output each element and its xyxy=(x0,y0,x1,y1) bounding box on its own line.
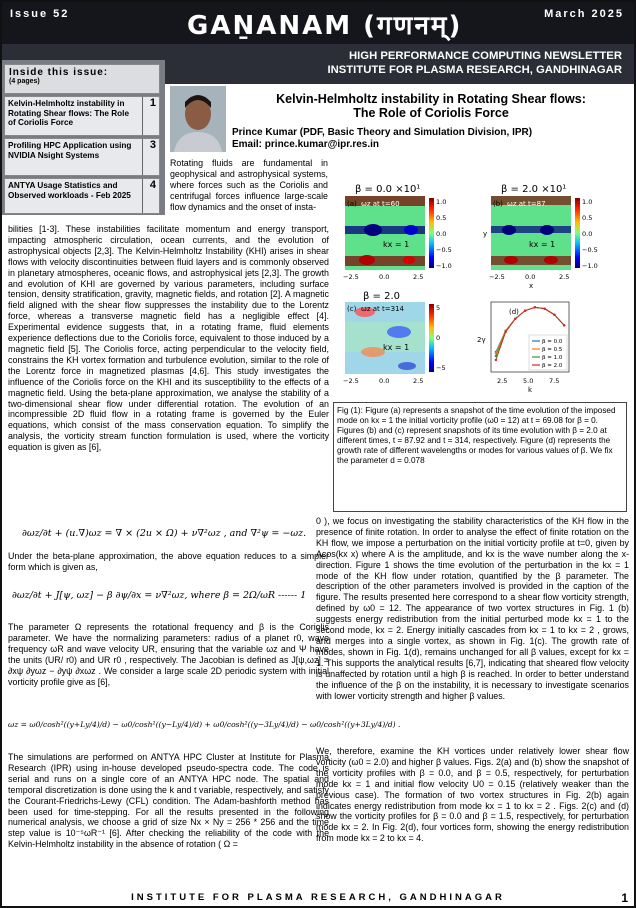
growth-rate-point xyxy=(543,307,545,309)
panel-a-time: ωz at t=60 xyxy=(361,200,400,208)
panel-b-colorbar xyxy=(575,198,580,268)
cbar-a-tick: 0.5 xyxy=(436,214,447,222)
toc-item-khi[interactable] xyxy=(4,96,160,136)
article-title-line2: The Role of Coriolis Force xyxy=(353,106,509,120)
body-paragraph-2: Under the beta-plane approximation, the above equation reduces to a simpler form which is given as, xyxy=(8,551,329,572)
cbar-c-tick: 0 xyxy=(436,334,441,342)
panel-b-xtick: −2.5 xyxy=(489,273,505,281)
growth-rate-point xyxy=(563,324,565,326)
legend-item: β = 2.0 xyxy=(542,363,563,369)
panel-b-title: β = 2.0 ×10¹ xyxy=(501,184,567,195)
issue-date: March 2025 xyxy=(544,8,624,20)
toc-item-page: 3 xyxy=(149,139,156,151)
newsletter-title: GAṈANAM (गणनम्) xyxy=(187,11,463,41)
legend-item: β = 0.5 xyxy=(542,347,563,353)
panel-a-xtick: −2.5 xyxy=(343,273,359,281)
panel-a-mode: kx = 1 xyxy=(383,240,410,249)
body-paragraph-6: We, therefore, examine the KH vortices under relatively lower shear flow vorticity (ω0 = 2.0) and higher β values. Figs. 2(a) and (b) show the snapshot of the vorticity profiles with β = 0.0, and β = 0.5, respectively, for perturbation mode kx = 1 and initial flow velocity U0 = 0.15 (relatively weaker than the previous case). The formation of two vortex structures in Fig. 2(b) again indicates energy redistribution from mode kx = 1 to kx = 2 . Figs. 2(c) and (d) show the vorticity profiles for β = 0.0 and β = 1.5, respectively, for perturbation mode kx = 2. In Fig. 2(d), four vortices form, showing the energy redistribution from mode kx = 2 to kx = 4. xyxy=(316,746,629,844)
panel-b-ylabel: y xyxy=(483,230,488,238)
cbar-a-tick: −1.0 xyxy=(436,262,452,270)
beta-plane-equation: ∂ωz/∂t + J[ψ, ωz] − β ∂ψ/∂x = ν∇²ωz, where β = 2Ω/ωR ------ 1 xyxy=(12,590,307,601)
panel-a-xtick: 2.5 xyxy=(413,273,424,281)
toc-item-label: ANTYA Usage Statistics and Observed workloads - Feb 2025 xyxy=(8,181,131,200)
panel-b-xtick: 2.5 xyxy=(559,273,570,281)
byline xyxy=(232,127,532,151)
cbar-b-tick: 0.0 xyxy=(582,230,593,238)
toc-item-antya[interactable] xyxy=(4,178,160,214)
panel-c-xtick: −2.5 xyxy=(343,377,359,385)
cbar-b-tick: 0.5 xyxy=(582,214,593,222)
growth-rate-point xyxy=(534,306,536,308)
panel-a-label: (a) xyxy=(347,200,357,208)
body-paragraph-3: The parameter Ω represents the rotational frequency and β is the Coriolis parameter. We have the normalizing parameters: radius of a planet r0, wave frequency ωR and wave velocity UR, ensuring that the variable ωz and Ψ have the units (UR/ r0) and UR r0 , respectively. The Jacobian is defined as J[ψ,ωz] = ∂xψ ∂yωz − ∂yψ ∂xωz . We consider a large scale 2D periodic system with initial vorticity profile give as [6], xyxy=(8,622,329,687)
growth-rate-point xyxy=(553,313,555,315)
panel-d-xlabel: k xyxy=(528,386,533,394)
intro-paragraph: Rotating fluids are fundamental in geophysical and astrophysical systems, where forces such as the Coriolis and centrifugal forces influence large-scale flow dynamics and the onset of insta- xyxy=(170,158,328,212)
body-paragraph-5: 0 ), we focus on investigating the stability characteristics of the KH flow in the presence of finite rotation. In order to analyse the effect of finite rotation on the KH flow, we impose a perturbation on the initial vorticity profile at t=0, given by Acos(kx x) where A is the amplitude, and kx is the wave number along the x-direction. Figure 1 shows the time evolution of the perturbation in the kx = 1 mode of the KH flow under rotation, quantified by the β parameter. The description of the other parameters involved is provided in the caption of the figure. The results presented here correspond to a shear flow vorticity strength, defined by ω0 = 12. The appearance of two vortex structures in Fig. 1 (b) suggests energy redistribution from the initial perturbed mode kx = 1 to the second mode, kx = 2. Energy initially cascades from kx = 1 to kx = 2 , grows, and merges into a single vortex, as shown in Fig. 1(c). The growth rate of modes, shown in Fig. 1(d), remains unchanged for all β values, except for kx = 1. This supports the analytical results [6,7], indicating that sheared flow velocity is unaffected by rotation until a high β is reached. In order to better understand the influence of the β on the instability, it is necessary to investigate scenarios with lower vorticity strength and higher β values. xyxy=(316,516,629,701)
author-photo xyxy=(170,86,226,152)
growth-rate-point xyxy=(495,359,497,361)
toc-item-page: 4 xyxy=(149,179,156,191)
issue-number: Issue 52 xyxy=(10,8,70,20)
cbar-c-tick: −5 xyxy=(436,364,446,372)
body-paragraph-1: bilities [1-3]. These instabilities facilitate momentum and energy transport, impacting atmospheric circulation, ocean currents, and the evolution of astrophysical objects [2,3]. The Kelvin-Helmholtz Instability (KHI) arises in shear flows with velocity discontinuities between fluid layers and is commonly observed in planetary atmospheres, oceanic flows, and astrophysical jets [2,3]. The growth and evolution of KHI are governed by various parameters, including surface tension, density stratification, gravity, magnetic fields, and rotation [2]. A magnetic field aligned with the shear flow suppresses the instability due to the Lorentz force, whereas a transverse magnetic field has a negligible effect [4]. Experimental evidence suggests that, in a rotating frame, fluid elements experience deflections due to the Coriolis force, equivalent to those induced by a magnetic field [5]. The Coriolis force, acting perpendicular to the velocity field, constrains the KH vortex formation and turbulence evolution, similar to the role of the Lorentz force in magnetized plasmas [4,6]. This study investigates the influence of the Coriolis force on the KHI and its susceptibility to the effects of a magnetic field. Using the beta-plane approximation, we analyse the stability of a two-dimensional shear flow under differential rotation. The evolution of an incompressible 2D fluid flow in a rotating frame is governed by the Euler equations, which consist of the mass conservation equation. To simplify the analysis, the vorticity stream function formulation is used, where the vorticity equation is given as [6], xyxy=(8,224,329,453)
toc-item-label: Kelvin-Helmholtz instability in Rotating Shear flows: The Role of Coriolis Force xyxy=(8,99,130,127)
cbar-a-tick: 1.0 xyxy=(436,198,447,206)
cbar-b-tick: −1.0 xyxy=(582,262,598,270)
panel-a-title: β = 0.0 ×10¹ xyxy=(355,184,421,195)
panel-c-title: β = 2.0 xyxy=(363,291,401,302)
author-email: Email: prince.kumar@ipr.res.in xyxy=(232,139,380,150)
panel-d-ylabel: 2γ xyxy=(477,336,486,344)
toc-item-label: Profiling HPC Application using NVIDIA Nsight Systems xyxy=(8,141,132,160)
cbar-a-tick: 0.0 xyxy=(436,230,447,238)
panel-b-mode: kx = 1 xyxy=(529,240,556,249)
figure-1-caption: Fig (1): Figure (a) represents a snapshot of the time evolution of the imposed mode on kx = 1 the initial vorticity profile (ω0 = 12) at t = 69.08 for β = 0. Figures (b) and (c) represent snapshots of its time evolution with β = 2.0 at different times, t = 87.92 and t = 314, respectively. Figure (d) represents the growth rate of different wavelengths or modes for various values of β. We fix the parameter d = 0.078 xyxy=(333,402,627,512)
panel-d-label: (d) xyxy=(509,308,519,316)
cbar-c-tick: 5 xyxy=(436,304,441,312)
cbar-b-tick: −0.5 xyxy=(582,246,598,254)
body-paragraph-4: The simulations are performed on ANTYA HPC Cluster at Institute for Plasma Research (IPR) using in-house developed pseudo-spectra code. The code is serial and runs on a single core of an ANTYA HPC node. The spatial and temporal discretization is done using the k and t variable, respectively, and satisfy the Courant-Friedrichs-Lewy (CFL) condition. The Adam-bashforth method has been used for time-stepping. For all the results presented in the following numerical analysis, we choose a grid of size Nx × Ny = 256 * 256 and the time step value is 10⁻⁵ωR⁻¹ [6]. After checking the reliability of the code with the Kelvin-Helmholtz instability in the absence of rotation ( Ω = xyxy=(8,752,329,850)
panel-c-time: ωz at t=314 xyxy=(361,305,404,313)
figure-1 xyxy=(333,182,627,400)
toc-page-count: (4 pages) xyxy=(9,78,40,85)
institute-name: INSTITUTE FOR PLASMA RESEARCH, GANDHINAGAR xyxy=(327,64,622,76)
panel-a-xtick: 0.0 xyxy=(379,273,390,281)
cbar-b-tick: 1.0 xyxy=(582,198,593,206)
author-name: Prince Kumar (PDF, Basic Theory and Simulation Division, IPR) xyxy=(232,127,533,138)
page-number: 1 xyxy=(621,891,628,905)
toc-header xyxy=(4,64,160,94)
panel-c-xtick: 2.5 xyxy=(413,377,424,385)
panel-c-xtick: 0.0 xyxy=(379,377,390,385)
masthead xyxy=(2,2,634,44)
growth-rate-point xyxy=(504,331,506,333)
growth-rate-point xyxy=(524,309,526,311)
panel-b-label: (b) xyxy=(493,200,503,208)
cbar-a-tick: −0.5 xyxy=(436,246,452,254)
footer: INSTITUTE FOR PLASMA RESEARCH, GANDHINAGAR xyxy=(131,892,505,903)
article-title xyxy=(232,92,630,120)
panel-d-xtick: 7.5 xyxy=(549,377,560,385)
initial-vorticity-equation: ωz = ω0/cosh²((y+Ly/4)/d) − ω0/cosh²((y−Ly/4)/d) + ω0/cosh²((y−3Ly/4)/d) − ω0/cosh²((y+3Ly/4)/d) . xyxy=(8,720,401,729)
toc-item-nsight[interactable] xyxy=(4,138,160,176)
panel-c-label: (c) xyxy=(347,305,357,313)
panel-c-mode: kx = 1 xyxy=(383,343,410,352)
panel-c-colorbar xyxy=(429,304,434,372)
panel-a-colorbar xyxy=(429,198,434,268)
legend-item: β = 1.0 xyxy=(542,355,563,361)
legend-item: β = 0.0 xyxy=(542,339,563,345)
panel-d-xtick: 5.0 xyxy=(523,377,534,385)
vorticity-equation: ∂ωz/∂t + (u.∇)ωz = ∇ × (2u × Ω) + ν∇²ωz , and ∇²ψ = −ωz. xyxy=(22,528,307,539)
panel-b-time: ωz at t=87 xyxy=(507,200,546,208)
growth-rate-point xyxy=(514,317,516,319)
panel-d-legend xyxy=(529,335,567,370)
toc-item-page: 1 xyxy=(149,97,156,109)
panel-b-xtick: 0.0 xyxy=(525,273,536,281)
panel-d-xtick: 2.5 xyxy=(497,377,508,385)
newsletter-subtitle: HIGH PERFORMANCE COMPUTING NEWSLETTER xyxy=(348,50,622,62)
panel-b-xlabel: x xyxy=(529,282,534,290)
toc-title: Inside this issue: xyxy=(9,67,109,78)
article-title-line1: Kelvin-Helmholtz instability in Rotating Shear flows: xyxy=(276,92,586,106)
